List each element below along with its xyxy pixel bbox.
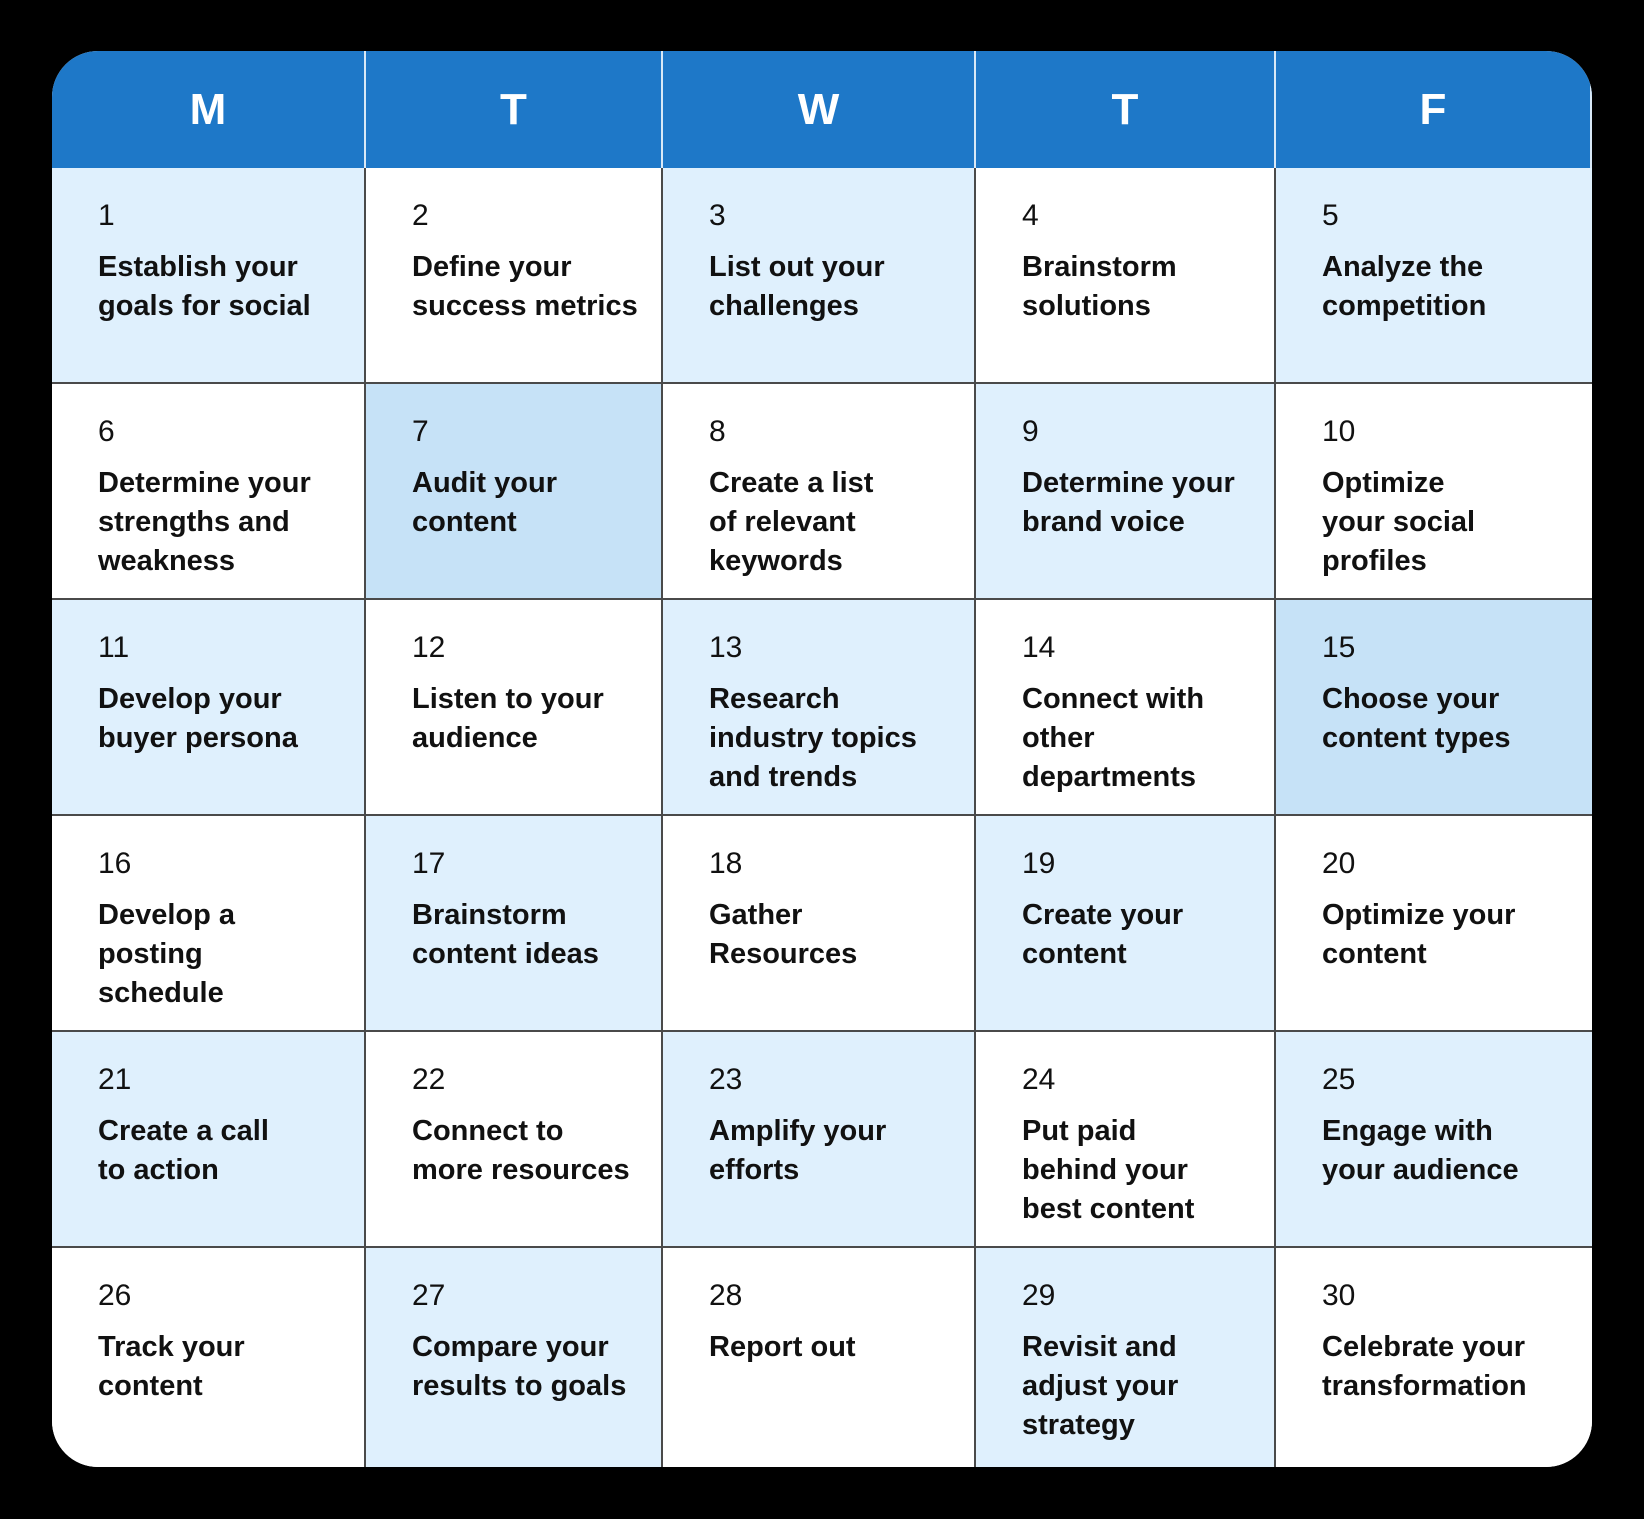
day-task: Define your success metrics [412,251,638,322]
day-task: Brainstorm content ideas [412,899,599,970]
day-task: Gather Resources [709,899,858,970]
calendar-cell [366,168,663,384]
calendar-cell [663,1248,976,1467]
day-number: 10 [1322,415,1356,448]
calendar-card [52,51,1592,1467]
day-task: Celebrate your transformation [1322,1331,1527,1402]
day-number: 7 [412,415,429,448]
day-task: Report out [709,1331,856,1363]
day-number: 1 [98,199,115,232]
day-task: Compare your results to goals [412,1331,627,1402]
day-number: 9 [1022,415,1039,448]
calendar-cell [52,168,366,384]
calendar-cell [1276,1032,1592,1248]
calendar-cell [1276,816,1592,1032]
day-header-wednesday: W [663,51,976,168]
day-task: Develop your buyer persona [98,683,298,754]
day-number: 2 [412,199,429,232]
day-number: 11 [98,631,130,664]
day-task: Optimize your social profiles [1322,467,1476,577]
day-number: 4 [1022,199,1039,232]
day-task: Determine your brand voice [1022,467,1235,538]
calendar-cell [366,1032,663,1248]
calendar-cell [366,384,663,600]
day-header-thursday: T [976,51,1276,168]
calendar-cell [663,168,976,384]
day-task: Listen to your audience [412,683,604,754]
calendar-cell [976,168,1276,384]
calendar-cell [976,1248,1276,1467]
calendar-cell [663,384,976,600]
day-task: Revisit and adjust your strategy [1022,1331,1179,1441]
calendar-cell [663,816,976,1032]
day-task: Audit your content [412,467,557,538]
calendar-cell [52,1032,366,1248]
calendar-cell [1276,168,1592,384]
day-task: Put paid behind your best content [1022,1115,1195,1225]
day-number: 6 [98,415,115,448]
calendar-cell [366,816,663,1032]
day-number: 25 [1322,1063,1356,1096]
day-number: 12 [412,631,446,664]
day-task: Amplify your efforts [709,1115,887,1186]
calendar-cell [976,1032,1276,1248]
day-number: 8 [709,415,726,448]
day-number: 5 [1322,199,1339,232]
calendar-cell [976,816,1276,1032]
day-task: Choose your content types [1322,683,1511,754]
day-header-tuesday: T [366,51,663,168]
calendar-cell [52,816,366,1032]
day-task: Connect to more resources [412,1115,630,1186]
calendar-cell [976,384,1276,600]
day-header-friday: F [1276,51,1592,168]
calendar-cell [1276,600,1592,816]
calendar-grid [52,51,1592,1467]
day-number: 15 [1322,631,1356,664]
day-task: Research industry topics and trends [709,683,917,793]
day-number: 28 [709,1279,743,1312]
day-number: 18 [709,847,743,880]
day-number: 21 [98,1063,132,1096]
day-number: 14 [1022,631,1056,664]
day-number: 27 [412,1279,446,1312]
day-task: Connect with other departments [1022,683,1205,793]
day-number: 26 [98,1279,132,1312]
day-task: Brainstorm solutions [1022,251,1177,322]
calendar-cell [52,1248,366,1467]
day-number: 16 [98,847,132,880]
calendar-cell [663,1032,976,1248]
day-number: 29 [1022,1279,1056,1312]
day-number: 23 [709,1063,743,1096]
day-task: Create a list of relevant keywords [709,467,874,577]
day-number: 22 [412,1063,446,1096]
calendar-cell [366,600,663,816]
calendar-cell [366,1248,663,1467]
day-number: 20 [1322,847,1356,880]
calendar-cell [52,600,366,816]
day-number: 19 [1022,847,1056,880]
day-task: Establish your goals for social [98,251,311,322]
day-task: Develop a posting schedule [98,899,235,1009]
day-task: Create your content [1022,899,1184,970]
day-number: 30 [1322,1279,1356,1312]
calendar-cell [976,600,1276,816]
day-number: 3 [709,199,726,232]
calendar-cell [52,384,366,600]
day-task: Create a call to action [98,1115,269,1186]
day-task: Track your content [98,1331,245,1402]
day-task: Optimize your content [1322,899,1516,970]
day-header-monday: M [52,51,366,168]
day-number: 17 [412,847,446,880]
day-task: Analyze the competition [1322,251,1487,322]
day-number: 24 [1022,1063,1056,1096]
calendar-cell [1276,1248,1592,1467]
day-task: Engage with your audience [1322,1115,1519,1186]
day-task: List out your challenges [709,251,885,322]
calendar-cell [663,600,976,816]
day-task: Determine your strengths and weakness [98,467,311,577]
calendar-cell [1276,384,1592,600]
day-number: 13 [709,631,743,664]
